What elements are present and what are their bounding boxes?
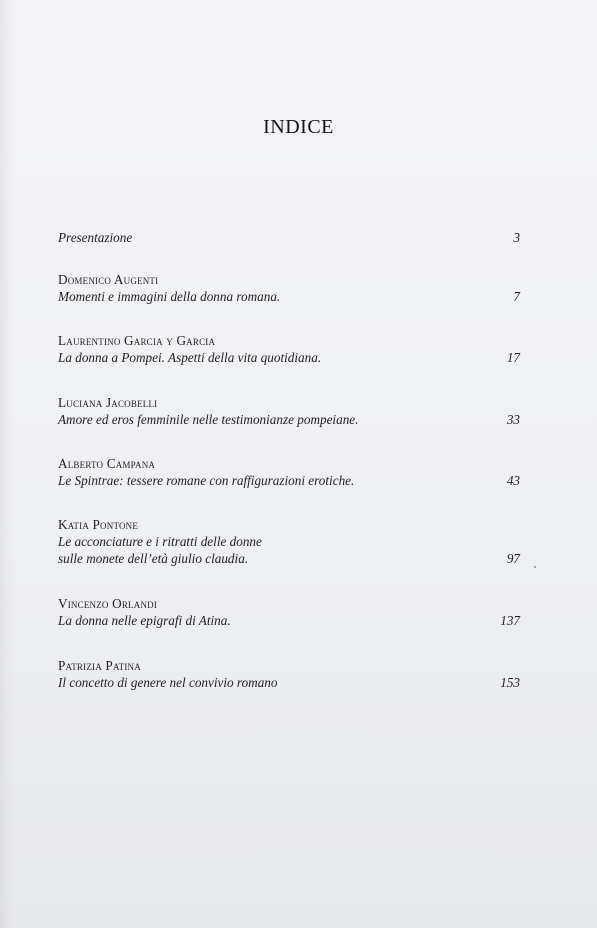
entry-page-number: 17 bbox=[506, 350, 520, 365]
entry-author: Laurentino Garcia y Garcia bbox=[58, 333, 216, 348]
toc-entry bbox=[58, 394, 520, 428]
entry-page-number: 137 bbox=[500, 613, 520, 628]
entry-title-line-1: Le acconciature e i ritratti delle donne bbox=[58, 534, 262, 549]
entry-author: Patrizia Patina bbox=[58, 658, 141, 673]
entry-title: La donna a Pompei. Aspetti della vita quotidiana. bbox=[58, 350, 322, 365]
toc-entry-presentazione bbox=[58, 229, 520, 246]
entry-title: Le Spintrae: tessere romane con raffigurazioni erotiche. bbox=[58, 473, 355, 488]
entry-page-number: 3 bbox=[513, 230, 520, 245]
toc-entry bbox=[58, 332, 520, 366]
entry-page-number: 33 bbox=[506, 412, 520, 427]
entry-page-number: 153 bbox=[500, 675, 520, 690]
toc-entry bbox=[58, 271, 520, 305]
entry-author: Domenico Augenti bbox=[58, 272, 159, 287]
entry-title-line-2: sulle monete dell’età giulio claudia. bbox=[58, 551, 249, 566]
entry-title: Amore ed eros femminile nelle testimonianze pompeiane. bbox=[58, 412, 359, 427]
toc-entry bbox=[58, 657, 520, 691]
table-of-contents bbox=[58, 229, 520, 691]
toc-entry bbox=[58, 595, 520, 629]
page-title: INDICE bbox=[263, 116, 334, 138]
paper-speck bbox=[534, 566, 536, 568]
page-binding-shadow bbox=[0, 0, 14, 928]
entry-title: Presentazione bbox=[58, 230, 133, 245]
entry-author: Luciana Jacobelli bbox=[58, 395, 158, 410]
entry-author: Katia Pontone bbox=[58, 517, 139, 532]
entry-page-number: 97 bbox=[506, 551, 520, 566]
entry-title: Il concetto di genere nel convivio romano bbox=[58, 675, 278, 690]
entry-title: Momenti e immagini della donna romana. bbox=[58, 289, 281, 304]
toc-entry bbox=[58, 455, 520, 489]
entry-author: Vincenzo Orlandi bbox=[58, 596, 158, 611]
entry-title: La donna nelle epigrafi di Atina. bbox=[58, 613, 231, 628]
entry-author: Alberto Campana bbox=[58, 456, 156, 471]
toc-entry bbox=[58, 516, 520, 567]
entry-page-number: 43 bbox=[506, 473, 520, 488]
entry-page-number: 7 bbox=[513, 289, 520, 304]
